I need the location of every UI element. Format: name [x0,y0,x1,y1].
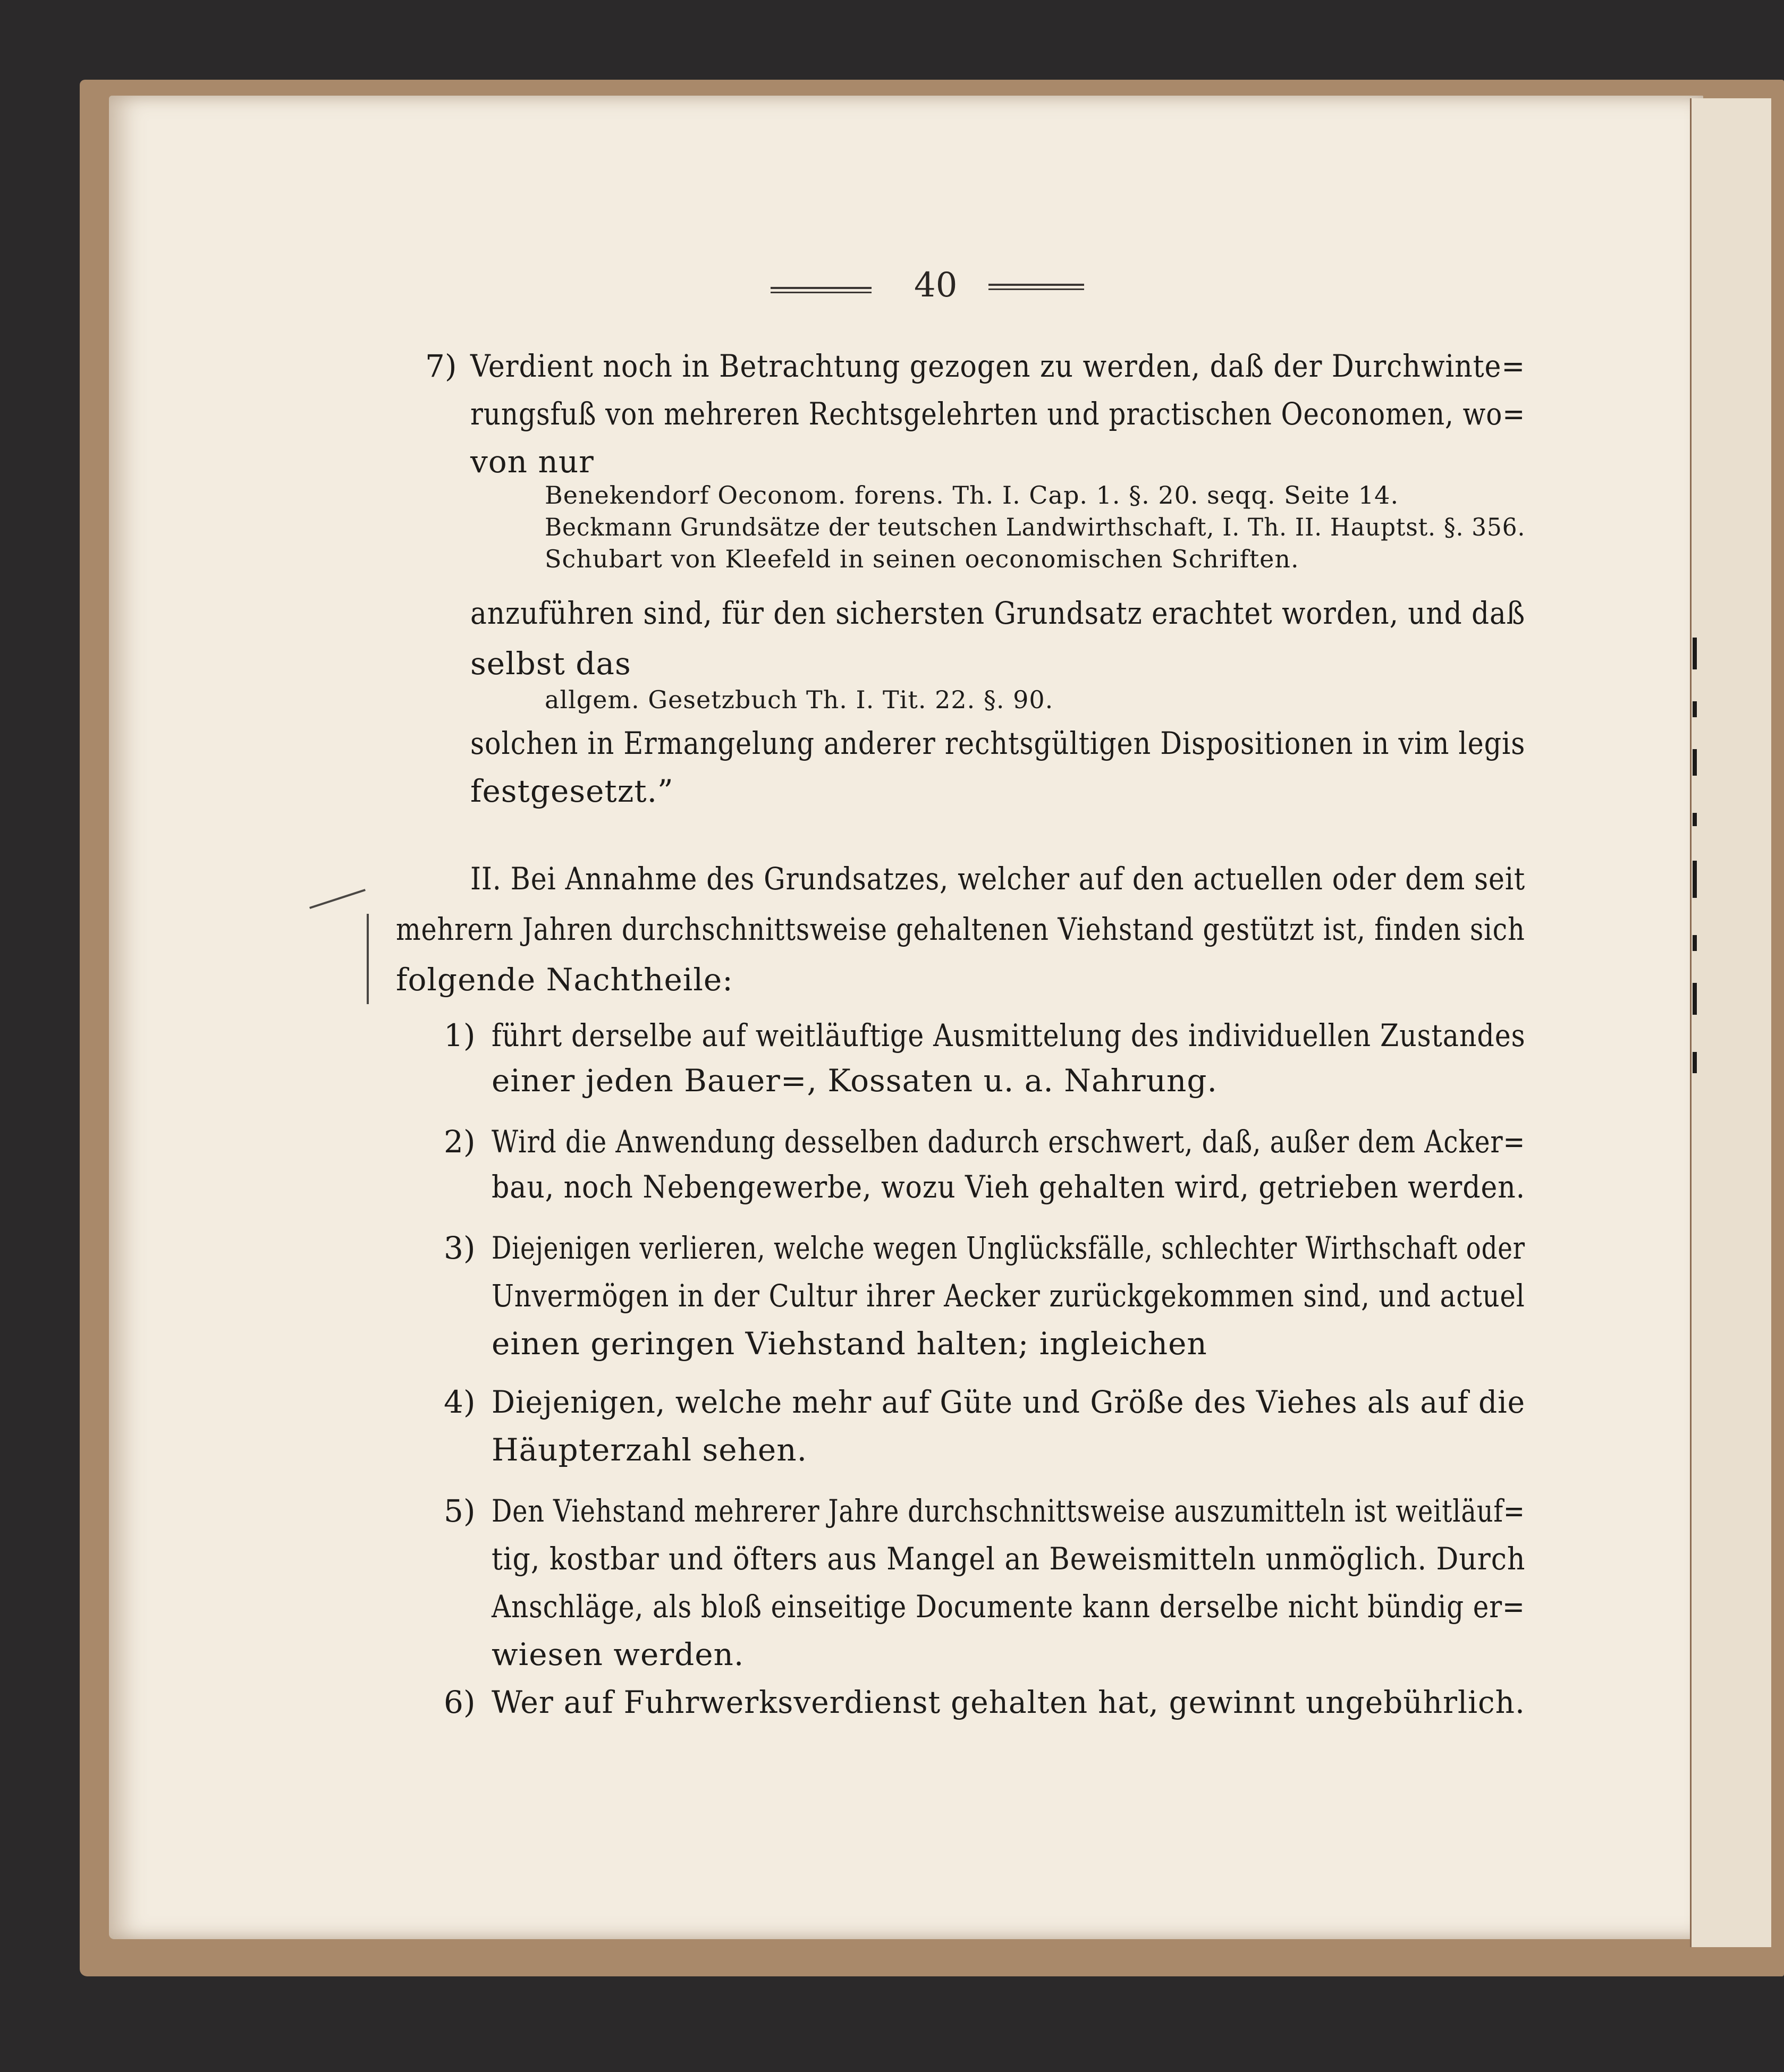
page-header [771,266,1089,308]
item-marker: 3) [444,1230,476,1266]
pencil-mark [367,914,369,1004]
text-line: Wer auf Fuhrwerksverdienst gehalten hat, gewinnt ungebührlich. [492,1684,1525,1720]
text-line: mehrern Jahren durchschnittsweise gehaltenen Viehstand gestützt ist, finden sich [396,911,1525,947]
header-rule-left [771,287,872,293]
text-line: folgende Nachtheile: [396,962,733,998]
text-line: Häupterzahl sehen. [492,1432,808,1468]
item-marker: 2) [444,1124,476,1160]
text-line: Diejenigen, welche mehr auf Güte und Größe des Viehes als auf die [492,1384,1526,1420]
text-line: II. Bei Annahme des Grundsatzes, welcher auf den actuellen oder dem seit [470,861,1526,897]
text-line: von nur [470,444,594,480]
item-marker: 6) [444,1684,476,1720]
pencil-mark [309,889,366,909]
text-line: wiesen werden. [492,1636,745,1672]
text-line: Anschläge, als bloß einseitige Documente kann derselbe nicht bündig er= [492,1589,1525,1625]
text-line: führt derselbe auf weitläuftige Ausmittelung des individuellen Zustandes [492,1017,1526,1054]
item-marker: 1) [444,1017,476,1054]
text-line: solchen in Ermangelung anderer rechtsgültigen Dispositionen in vim legis [470,725,1526,761]
citation-line: Beckmann Grundsätze der teutschen Landwirthschaft, I. Th. II. Hauptst. §. 356. [545,513,1526,541]
text-line: tig, kostbar und öfters aus Mangel an Beweismitteln unmöglich. Durch [492,1541,1526,1577]
item-marker: 4) [444,1384,476,1420]
citation-line: Benekendorf Oeconom. forens. Th. I. Cap. 1. §. 20. seqq. Seite 14. [545,481,1399,509]
item-marker: 7) [425,348,457,384]
text-line: Den Viehstand mehrerer Jahre durchschnittsweise auszumitteln ist weitläuf= [492,1493,1525,1529]
page-number: 40 [914,266,958,305]
text-line: Diejenigen verlieren, welche wegen Unglücksfälle, schlechter Wirthschaft oder [492,1230,1525,1266]
text-line: Verdient noch in Betrachtung gezogen zu werden, daß der Durchwinte= [470,348,1526,384]
citation-line: Schubart von Kleefeld in seinen oeconomischen Schriften. [545,545,1299,573]
text-line: einen geringen Viehstand halten; ingleichen [492,1326,1207,1362]
header-rule-right [988,284,1084,290]
text-line: bau, noch Nebengewerbe, wozu Vieh gehalten wird, getrieben werden. [492,1169,1526,1205]
citation-line: allgem. Gesetzbuch Th. I. Tit. 22. §. 90. [545,685,1054,714]
item-marker: 5) [444,1493,476,1529]
text-line: einer jeden Bauer=, Kossaten u. a. Nahrung. [492,1063,1217,1099]
text-line: festgesetzt.” [470,773,674,809]
text-line: selbst das [470,646,631,682]
text-line: Wird die Anwendung desselben dadurch erschwert, daß, außer dem Acker= [492,1124,1526,1160]
text-line: rungsfuß von mehreren Rechtsgelehrten und practischen Oeconomen, wo= [470,396,1526,432]
text-line: anzuführen sind, für den sichersten Grundsatz erachtet worden, und daß [470,595,1526,631]
text-line: Unvermögen in der Cultur ihrer Aecker zurückgekommen sind, und actuel [492,1278,1525,1314]
